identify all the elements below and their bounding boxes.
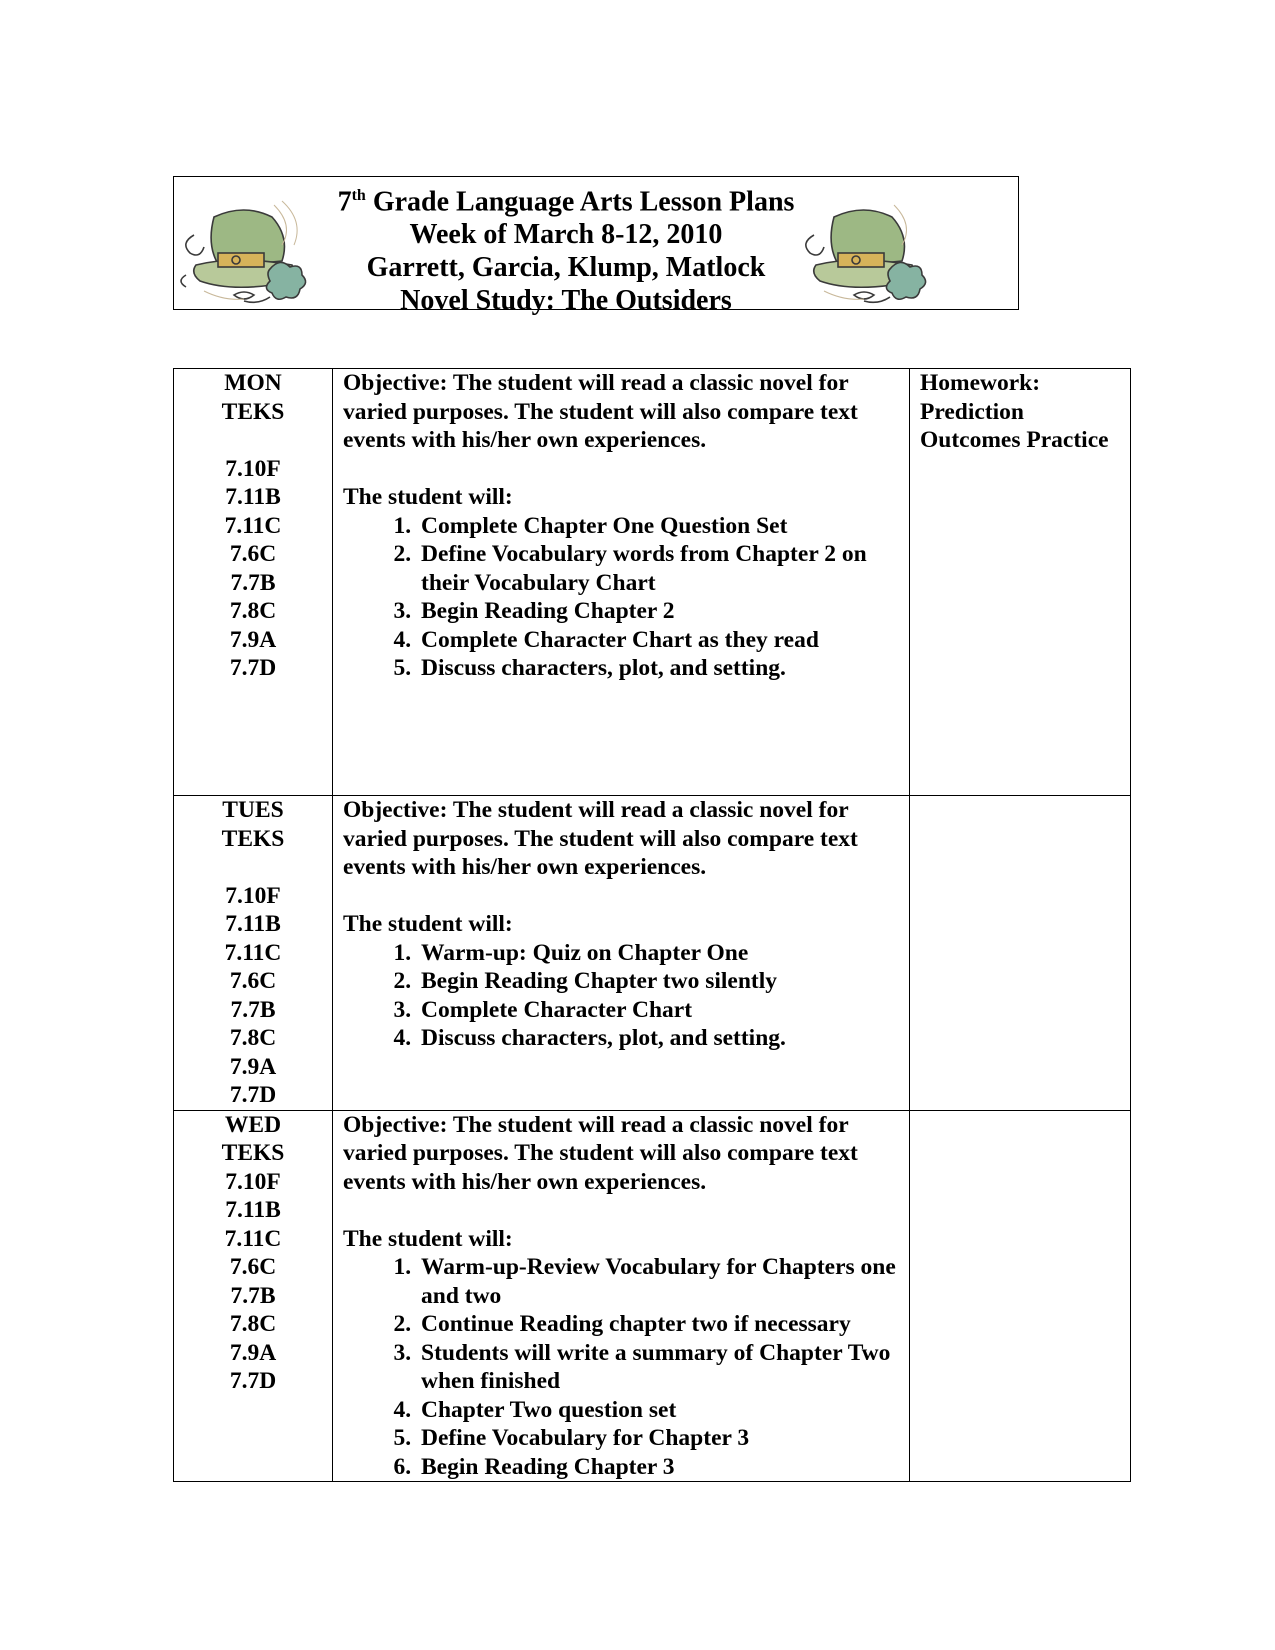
homework-cell <box>910 1110 1131 1482</box>
teks-code: 7.10F <box>225 455 281 482</box>
teks-code: 7.7D <box>229 1082 277 1108</box>
teks-code: 7.10F <box>225 1168 281 1195</box>
teks-code: 7.8C <box>229 1025 277 1051</box>
list-item: 1. Warm-up-Review Vocabulary for Chapters one and two <box>417 1253 899 1310</box>
list-item: 5. Define Vocabulary for Chapter 3 <box>417 1424 899 1453</box>
day-label: WED <box>224 1111 282 1138</box>
objective-text: Objective: The student will read a classic novel for varied purposes. The student will also compare text events with his/her own experiences. <box>343 797 858 880</box>
homework-label: Homework: <box>920 370 1041 396</box>
list-item: 2. Define Vocabulary words from Chapter 2 on their Vocabulary Chart <box>417 540 899 597</box>
teks-code: 7.10F <box>225 882 281 909</box>
teks-code: 7.6C <box>229 541 277 567</box>
teks-code: 7.11C <box>224 939 282 966</box>
table-row-monday <box>174 369 1131 796</box>
day-label: TUES <box>222 797 284 823</box>
teks-code: 7.11B <box>225 911 281 937</box>
list-item: 1. Warm-up: Quiz on Chapter One <box>417 939 899 968</box>
teks-code: 7.7D <box>229 655 277 681</box>
list-item: 3. Students will write a summary of Chapter Two when finished <box>417 1339 899 1396</box>
teks-code: 7.9A <box>229 1053 277 1080</box>
list-item: 3. Complete Character Chart <box>417 996 899 1025</box>
teks-code: 7.9A <box>229 1339 277 1366</box>
list-item: 5. Discuss characters, plot, and setting. <box>417 654 899 683</box>
day-cell <box>174 369 333 796</box>
teks-code: 7.6C <box>229 1254 277 1280</box>
objective-text: Objective: The student will read a classic novel for varied purposes. The student will also compare text events with his/her own experiences. <box>343 370 858 453</box>
table-row-tuesday <box>174 796 1131 1111</box>
teks-code: 7.8C <box>229 1311 277 1337</box>
teks-label: TEKS <box>221 825 285 852</box>
teachers-line: Garrett, Garcia, Klump, Matlock <box>366 252 766 284</box>
homework-item: Prediction <box>920 398 1024 425</box>
list-item: 2. Continue Reading chapter two if necessary <box>417 1310 899 1339</box>
objective-cell <box>333 796 910 1111</box>
day-cell <box>174 796 333 1111</box>
day-label: MON <box>224 370 282 396</box>
list-item: 1. Complete Chapter One Question Set <box>417 512 899 541</box>
header-title-block <box>174 179 1018 317</box>
header-box <box>173 176 1019 317</box>
list-item: 6. Begin Reading Chapter 3 <box>417 1453 899 1482</box>
novel-line: Novel Study: The Outsiders <box>400 285 732 317</box>
teks-code: 7.6C <box>229 968 277 994</box>
teks-code: 7.7B <box>230 996 276 1023</box>
table-row-wednesday <box>174 1110 1131 1482</box>
list-item: 4. Complete Character Chart as they read <box>417 626 899 655</box>
list-item: 4. Discuss characters, plot, and setting. <box>417 1024 899 1053</box>
teks-code: 7.11C <box>224 512 282 539</box>
teks-code: 7.11B <box>225 484 281 510</box>
homework-cell <box>910 796 1131 1111</box>
teks-code: 7.8C <box>229 598 277 624</box>
list-item: 4. Chapter Two question set <box>417 1396 899 1425</box>
teks-code: 7.7B <box>230 569 276 596</box>
student-will-label: The student will: <box>343 911 513 937</box>
student-will-label: The student will: <box>343 1225 513 1252</box>
teks-code: 7.11B <box>225 1197 281 1223</box>
lesson-plan-table <box>173 368 1131 1482</box>
homework-cell <box>910 369 1131 796</box>
step-list <box>343 939 899 1053</box>
step-list <box>343 1253 899 1481</box>
teks-code: 7.9A <box>229 626 277 653</box>
objective-cell <box>333 1110 910 1482</box>
teks-code: 7.11C <box>224 1225 282 1252</box>
teks-label: TEKS <box>221 398 285 425</box>
step-list <box>343 512 899 683</box>
objective-text: Objective: The student will read a classic novel for varied purposes. The student will also compare text events with his/her own experiences. <box>343 1111 858 1195</box>
teks-code: 7.7B <box>230 1282 276 1309</box>
teks-label: TEKS <box>221 1140 285 1166</box>
list-item: 3. Begin Reading Chapter 2 <box>417 597 899 626</box>
objective-cell <box>333 369 910 796</box>
homework-item: Outcomes Practice <box>920 427 1109 453</box>
student-will-label: The student will: <box>343 484 513 510</box>
teks-code: 7.7D <box>229 1368 277 1394</box>
page-title: 7th Grade Language Arts Lesson Plans <box>337 186 795 218</box>
day-cell <box>174 1110 333 1482</box>
week-line: Week of March 8-12, 2010 <box>409 219 723 251</box>
list-item: 2. Begin Reading Chapter two silently <box>417 967 899 996</box>
